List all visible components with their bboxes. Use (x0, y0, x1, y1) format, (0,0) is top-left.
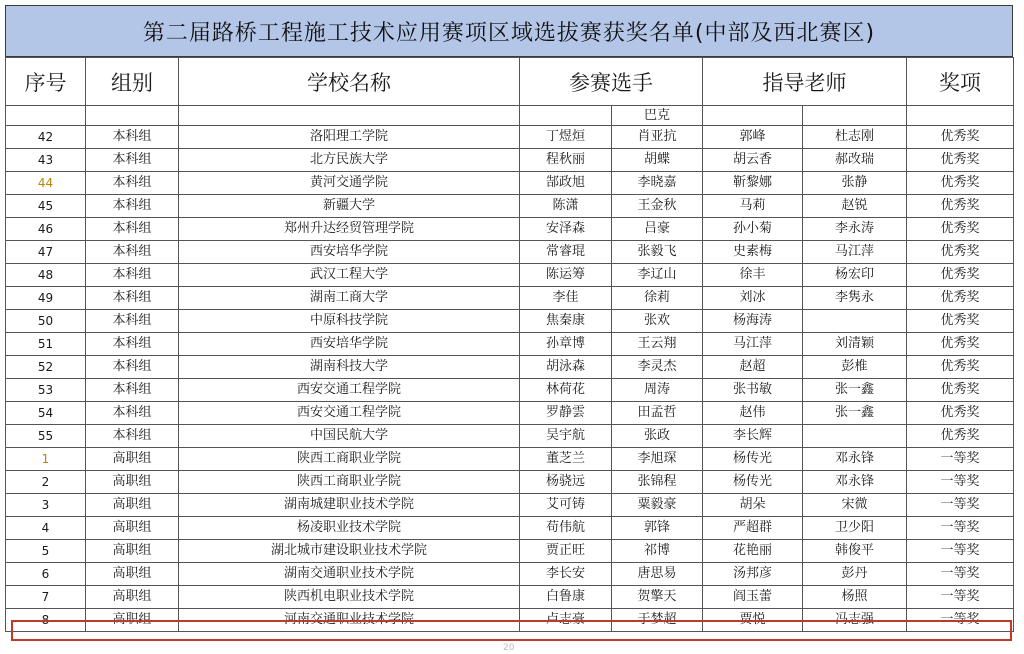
row-teacher-1: 刘冰 (703, 287, 803, 310)
row-teacher-2: 杨照 (803, 586, 907, 609)
table-row (6, 540, 1014, 563)
table-body (6, 126, 1014, 632)
row-group: 本科组 (86, 241, 179, 264)
table-row (6, 402, 1014, 425)
row-contestant-1: 陈潇 (520, 195, 612, 218)
row-award: 一等奖 (907, 540, 1014, 563)
row-group: 本科组 (86, 425, 179, 448)
table-row (6, 563, 1014, 586)
row-number: 50 (6, 310, 86, 333)
row-contestant-2: 王金秋 (612, 195, 703, 218)
table-row (6, 333, 1014, 356)
row-group: 本科组 (86, 310, 179, 333)
table-row (6, 287, 1014, 310)
row-contestant-1: 杨骁远 (520, 471, 612, 494)
row-school: 陕西工商职业学院 (179, 471, 520, 494)
row-award: 优秀奖 (907, 126, 1014, 149)
row-school: 中国民航大学 (179, 425, 520, 448)
row-number: 48 (6, 264, 86, 287)
carry-over-empty (907, 106, 1014, 126)
row-teacher-1: 赵伟 (703, 402, 803, 425)
row-teacher-2: 马江萍 (803, 241, 907, 264)
row-contestant-1: 罗静雲 (520, 402, 612, 425)
row-number: 1 (6, 448, 86, 471)
row-group: 高职组 (86, 609, 179, 632)
row-contestant-1: 安泽森 (520, 218, 612, 241)
carry-over-empty (179, 106, 520, 126)
row-group: 高职组 (86, 494, 179, 517)
row-group: 高职组 (86, 540, 179, 563)
row-number: 44 (6, 172, 86, 195)
table-row (6, 425, 1014, 448)
row-contestant-2: 张政 (612, 425, 703, 448)
row-number: 49 (6, 287, 86, 310)
table-row (6, 356, 1014, 379)
row-school: 中原科技学院 (179, 310, 520, 333)
row-teacher-1: 杨传光 (703, 448, 803, 471)
row-contestant-1: 陈运筹 (520, 264, 612, 287)
row-award: 一等奖 (907, 609, 1014, 632)
row-contestant-1: 程秋丽 (520, 149, 612, 172)
row-contestant-1: 常睿琨 (520, 241, 612, 264)
row-teacher-1: 杨海涛 (703, 310, 803, 333)
row-group: 本科组 (86, 218, 179, 241)
table-row (6, 379, 1014, 402)
row-contestant-2: 肖亚抗 (612, 126, 703, 149)
row-contestant-2: 唐思易 (612, 563, 703, 586)
row-contestant-1: 李长安 (520, 563, 612, 586)
row-number: 4 (6, 517, 86, 540)
carry-over-empty (703, 106, 803, 126)
row-school: 西安培华学院 (179, 333, 520, 356)
row-group: 本科组 (86, 333, 179, 356)
header-teachers: 指导老师 (703, 58, 907, 106)
row-teacher-1: 汤邦彦 (703, 563, 803, 586)
row-group: 本科组 (86, 126, 179, 149)
row-teacher-2: 刘清颖 (803, 333, 907, 356)
row-number: 8 (6, 609, 86, 632)
row-number: 3 (6, 494, 86, 517)
row-group: 高职组 (86, 563, 179, 586)
header-row (6, 58, 1014, 106)
row-group: 本科组 (86, 195, 179, 218)
row-school: 湖北城市建设职业技术学院 (179, 540, 520, 563)
row-contestant-1: 丁煜烜 (520, 126, 612, 149)
row-teacher-1: 张书敏 (703, 379, 803, 402)
row-teacher-2: 卫少阳 (803, 517, 907, 540)
row-school: 湖南城建职业技术学院 (179, 494, 520, 517)
row-award: 一等奖 (907, 494, 1014, 517)
row-number: 6 (6, 563, 86, 586)
row-contestant-2: 于梦超 (612, 609, 703, 632)
row-teacher-1: 胡朵 (703, 494, 803, 517)
row-award: 优秀奖 (907, 402, 1014, 425)
row-teacher-1: 花艳丽 (703, 540, 803, 563)
row-contestant-1: 郜政旭 (520, 172, 612, 195)
row-group: 本科组 (86, 149, 179, 172)
row-award: 优秀奖 (907, 218, 1014, 241)
row-teacher-2: 彭椎 (803, 356, 907, 379)
row-number: 5 (6, 540, 86, 563)
sheet-title: 第二届路桥工程施工技术应用赛项区域选拔赛获奖名单(中部及西北赛区) (5, 5, 1013, 57)
row-teacher-2: 韩俊平 (803, 540, 907, 563)
row-teacher-2: 张静 (803, 172, 907, 195)
row-contestant-2: 周涛 (612, 379, 703, 402)
row-teacher-2: 彭丹 (803, 563, 907, 586)
row-teacher-1: 阎玉蕾 (703, 586, 803, 609)
row-teacher-1: 郭峰 (703, 126, 803, 149)
row-award: 优秀奖 (907, 195, 1014, 218)
page-number: 20 (503, 643, 515, 653)
award-table (5, 57, 1014, 632)
row-teacher-1: 徐丰 (703, 264, 803, 287)
row-teacher-2 (803, 425, 907, 448)
row-group: 高职组 (86, 517, 179, 540)
table-row (6, 494, 1014, 517)
row-number: 47 (6, 241, 86, 264)
row-teacher-2: 邓永锋 (803, 471, 907, 494)
row-number: 54 (6, 402, 86, 425)
row-contestant-2: 吕豪 (612, 218, 703, 241)
row-award: 优秀奖 (907, 425, 1014, 448)
row-award: 优秀奖 (907, 333, 1014, 356)
row-group: 本科组 (86, 287, 179, 310)
row-school: 河南交通职业技术学院 (179, 609, 520, 632)
row-group: 本科组 (86, 264, 179, 287)
row-contestant-2: 粟毅豪 (612, 494, 703, 517)
row-number: 53 (6, 379, 86, 402)
row-teacher-1: 李长辉 (703, 425, 803, 448)
row-contestant-1: 苟伟航 (520, 517, 612, 540)
row-award: 优秀奖 (907, 379, 1014, 402)
row-school: 黄河交通学院 (179, 172, 520, 195)
table-row (6, 264, 1014, 287)
row-award: 优秀奖 (907, 356, 1014, 379)
row-teacher-2: 李隽永 (803, 287, 907, 310)
row-group: 本科组 (86, 379, 179, 402)
row-teacher-2 (803, 310, 907, 333)
row-teacher-2: 杨宏印 (803, 264, 907, 287)
row-group: 本科组 (86, 356, 179, 379)
row-school: 西安培华学院 (179, 241, 520, 264)
row-teacher-1: 靳黎娜 (703, 172, 803, 195)
row-contestant-2: 李旭琛 (612, 448, 703, 471)
row-contestant-2: 张锦程 (612, 471, 703, 494)
row-school: 西安交通工程学院 (179, 402, 520, 425)
row-teacher-2: 邓永锋 (803, 448, 907, 471)
row-contestant-1: 孙章博 (520, 333, 612, 356)
row-contestant-1: 艾可铸 (520, 494, 612, 517)
row-contestant-2: 贺擎天 (612, 586, 703, 609)
row-award: 优秀奖 (907, 264, 1014, 287)
carry-over-row (6, 106, 1014, 126)
row-contestant-2: 田孟哲 (612, 402, 703, 425)
row-contestant-1: 吴宇航 (520, 425, 612, 448)
row-contestant-2: 李辽山 (612, 264, 703, 287)
row-number: 43 (6, 149, 86, 172)
row-contestant-2: 郭锋 (612, 517, 703, 540)
row-school: 武汉工程大学 (179, 264, 520, 287)
row-contestant-2: 胡蝶 (612, 149, 703, 172)
row-contestant-2: 李灵杰 (612, 356, 703, 379)
row-number: 2 (6, 471, 86, 494)
row-contestant-1: 董芝兰 (520, 448, 612, 471)
row-school: 湖南工商大学 (179, 287, 520, 310)
row-contestant-1: 白鲁康 (520, 586, 612, 609)
row-contestant-2: 祁博 (612, 540, 703, 563)
row-award: 一等奖 (907, 586, 1014, 609)
table-row (6, 586, 1014, 609)
row-teacher-2: 赵锐 (803, 195, 907, 218)
row-teacher-2: 张一鑫 (803, 379, 907, 402)
row-contestant-2: 王云翔 (612, 333, 703, 356)
row-group: 高职组 (86, 471, 179, 494)
row-number: 55 (6, 425, 86, 448)
row-teacher-1: 赵超 (703, 356, 803, 379)
header-school: 学校名称 (179, 58, 520, 106)
table-row (6, 218, 1014, 241)
row-contestant-1: 胡泳森 (520, 356, 612, 379)
row-school: 湖南科技大学 (179, 356, 520, 379)
row-contestant-2: 张欢 (612, 310, 703, 333)
row-teacher-2: 宋微 (803, 494, 907, 517)
row-award: 优秀奖 (907, 287, 1014, 310)
table-row (6, 126, 1014, 149)
row-school: 郑州升达经贸管理学院 (179, 218, 520, 241)
row-contestant-1: 卢志豪 (520, 609, 612, 632)
row-award: 优秀奖 (907, 310, 1014, 333)
row-teacher-2: 郝改瑞 (803, 149, 907, 172)
award-sheet (5, 5, 1013, 632)
row-number: 42 (6, 126, 86, 149)
row-school: 西安交通工程学院 (179, 379, 520, 402)
carry-over-empty (520, 106, 612, 126)
row-number: 51 (6, 333, 86, 356)
table-row (6, 172, 1014, 195)
row-contestant-1: 林荷花 (520, 379, 612, 402)
row-school: 洛阳理工学院 (179, 126, 520, 149)
row-school: 湖南交通职业技术学院 (179, 563, 520, 586)
carry-over-empty (6, 106, 86, 126)
row-contestant-2: 徐莉 (612, 287, 703, 310)
table-row (6, 448, 1014, 471)
row-award: 一等奖 (907, 563, 1014, 586)
carry-over-empty (803, 106, 907, 126)
row-contestant-1: 焦秦康 (520, 310, 612, 333)
row-number: 52 (6, 356, 86, 379)
row-contestant-2: 李晓嘉 (612, 172, 703, 195)
row-school: 杨凌职业技术学院 (179, 517, 520, 540)
row-award: 一等奖 (907, 448, 1014, 471)
carry-over-name: 巴克 (612, 106, 703, 126)
row-school: 新疆大学 (179, 195, 520, 218)
row-school: 陕西机电职业技术学院 (179, 586, 520, 609)
row-teacher-1: 胡云香 (703, 149, 803, 172)
row-teacher-1: 马莉 (703, 195, 803, 218)
row-award: 优秀奖 (907, 172, 1014, 195)
row-school: 北方民族大学 (179, 149, 520, 172)
row-teacher-1: 严超群 (703, 517, 803, 540)
header-contestants: 参赛选手 (520, 58, 703, 106)
table-row (6, 195, 1014, 218)
row-contestant-2: 张毅飞 (612, 241, 703, 264)
row-teacher-1: 孙小菊 (703, 218, 803, 241)
row-award: 优秀奖 (907, 149, 1014, 172)
row-number: 45 (6, 195, 86, 218)
row-group: 本科组 (86, 172, 179, 195)
row-teacher-2: 冯志强 (803, 609, 907, 632)
row-number: 7 (6, 586, 86, 609)
table-row (6, 609, 1014, 632)
row-teacher-1: 贾悦 (703, 609, 803, 632)
header-index: 序号 (6, 58, 86, 106)
row-award: 一等奖 (907, 517, 1014, 540)
row-group: 本科组 (86, 402, 179, 425)
row-award: 一等奖 (907, 471, 1014, 494)
table-row (6, 517, 1014, 540)
row-teacher-2: 张一鑫 (803, 402, 907, 425)
table-row (6, 310, 1014, 333)
header-award: 奖项 (907, 58, 1014, 106)
row-number: 46 (6, 218, 86, 241)
row-award: 优秀奖 (907, 241, 1014, 264)
row-teacher-1: 杨传光 (703, 471, 803, 494)
row-teacher-1: 史素梅 (703, 241, 803, 264)
row-school: 陕西工商职业学院 (179, 448, 520, 471)
row-contestant-1: 贾正旺 (520, 540, 612, 563)
row-teacher-2: 李永涛 (803, 218, 907, 241)
header-group: 组别 (86, 58, 179, 106)
table-row (6, 149, 1014, 172)
row-group: 高职组 (86, 448, 179, 471)
carry-over-empty (86, 106, 179, 126)
row-group: 高职组 (86, 586, 179, 609)
row-contestant-1: 李佳 (520, 287, 612, 310)
table-row (6, 471, 1014, 494)
table-row (6, 241, 1014, 264)
row-teacher-2: 杜志刚 (803, 126, 907, 149)
row-teacher-1: 马江萍 (703, 333, 803, 356)
